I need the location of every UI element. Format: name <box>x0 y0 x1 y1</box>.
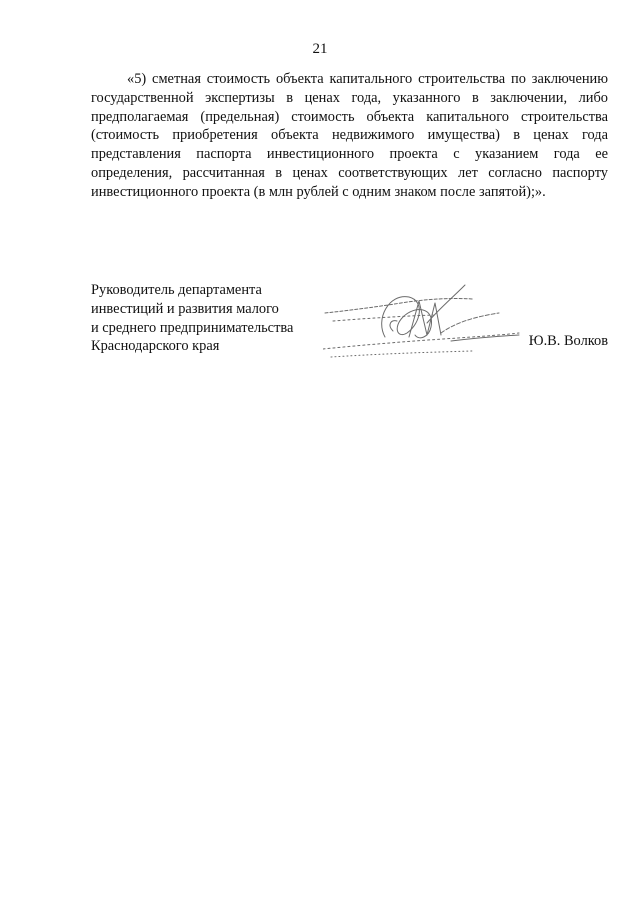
signer-title-line: Краснодарского края <box>91 338 220 355</box>
page-number: 21 <box>312 41 328 57</box>
signer-name: Ю.В. Волков <box>528 333 608 349</box>
handwritten-signature <box>323 277 523 363</box>
signer-title <box>91 281 351 356</box>
body-paragraph: «5) сметная стоимость объекта капитального строительства по заключению государственной экспертизы в ценах года, указанного в заключении, либо предполагаемая (предельная) стоимость объекта капитального строительства (стоимость приобретения объекта недвижимого имущества) в ценах года представления паспорта инвестиционного проекта с указанием года ее определения, рассчитанная в ценах соответствующих лет согласно паспорту инвестиционного проекта (в млн рублей с одним знаком после запятой);». <box>91 71 608 200</box>
signer-title-line: инвестиций и развития малого <box>91 300 279 317</box>
signature-block <box>91 281 608 381</box>
signer-title-line: Руководитель департамента <box>91 282 262 298</box>
signer-title-line: и среднего предпринимательства <box>91 319 294 336</box>
